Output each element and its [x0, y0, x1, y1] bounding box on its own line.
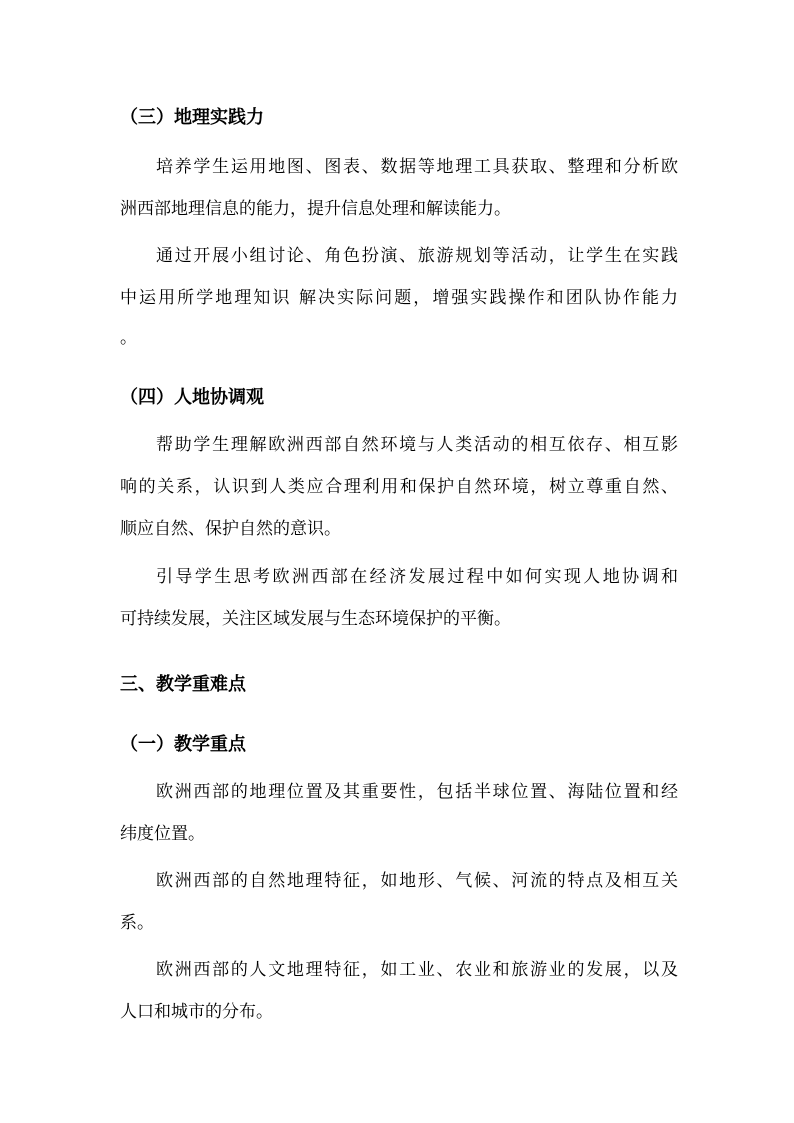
paragraph-line: 引导学生思考欧洲西部在经济发展过程中如何实现人地协调和 — [156, 567, 678, 587]
paragraph-line: 系。 — [120, 913, 154, 933]
paragraph-line: 培养学生运用地图、图表、数据等地理工具获取、整理和分析欧 — [156, 157, 678, 177]
paragraph-line: 洲西部地理信息的能力，提升信息处理和解读能力。 — [120, 199, 511, 219]
paragraph-line: 顺应自然、保护自然的意识。 — [120, 519, 341, 539]
paragraph-line: 。 — [120, 328, 137, 348]
paragraph-line: 欧洲西部的人文地理特征，如工业、农业和旅游业的发展，以及 — [156, 960, 678, 980]
section-heading-key-points: （一）教学重点 — [120, 734, 246, 755]
section-heading-difficulties: 三、教学重难点 — [120, 674, 246, 695]
paragraph-line: 帮助学生理解欧洲西部自然环境与人类活动的相互依存、相互影 — [156, 435, 678, 455]
paragraph-line: 人口和城市的分布。 — [120, 1002, 273, 1022]
paragraph-line: 中运用所学地理知识 解决实际问题，增强实践操作和团队协作能力 — [120, 288, 678, 308]
paragraph-line: 可持续发展，关注区域发展与生态环境保护的平衡。 — [120, 609, 511, 629]
paragraph-line: 纬度位置。 — [120, 824, 205, 844]
section-heading-practice: （三）地理实践力 — [120, 107, 264, 128]
paragraph-line: 通过开展小组讨论、角色扮演、旅游规划等活动，让学生在实践 — [156, 246, 678, 266]
paragraph-line: 欧洲西部的地理位置及其重要性，包括半球位置、海陆位置和经 — [156, 782, 678, 802]
paragraph-line: 欧洲西部的自然地理特征，如地形、气候、河流的特点及相互关 — [156, 871, 678, 891]
paragraph-line: 响的关系，认识到人类应合理利用和保护自然环境，树立尊重自然、 — [120, 477, 678, 497]
section-heading-harmony: （四）人地协调观 — [120, 387, 264, 408]
